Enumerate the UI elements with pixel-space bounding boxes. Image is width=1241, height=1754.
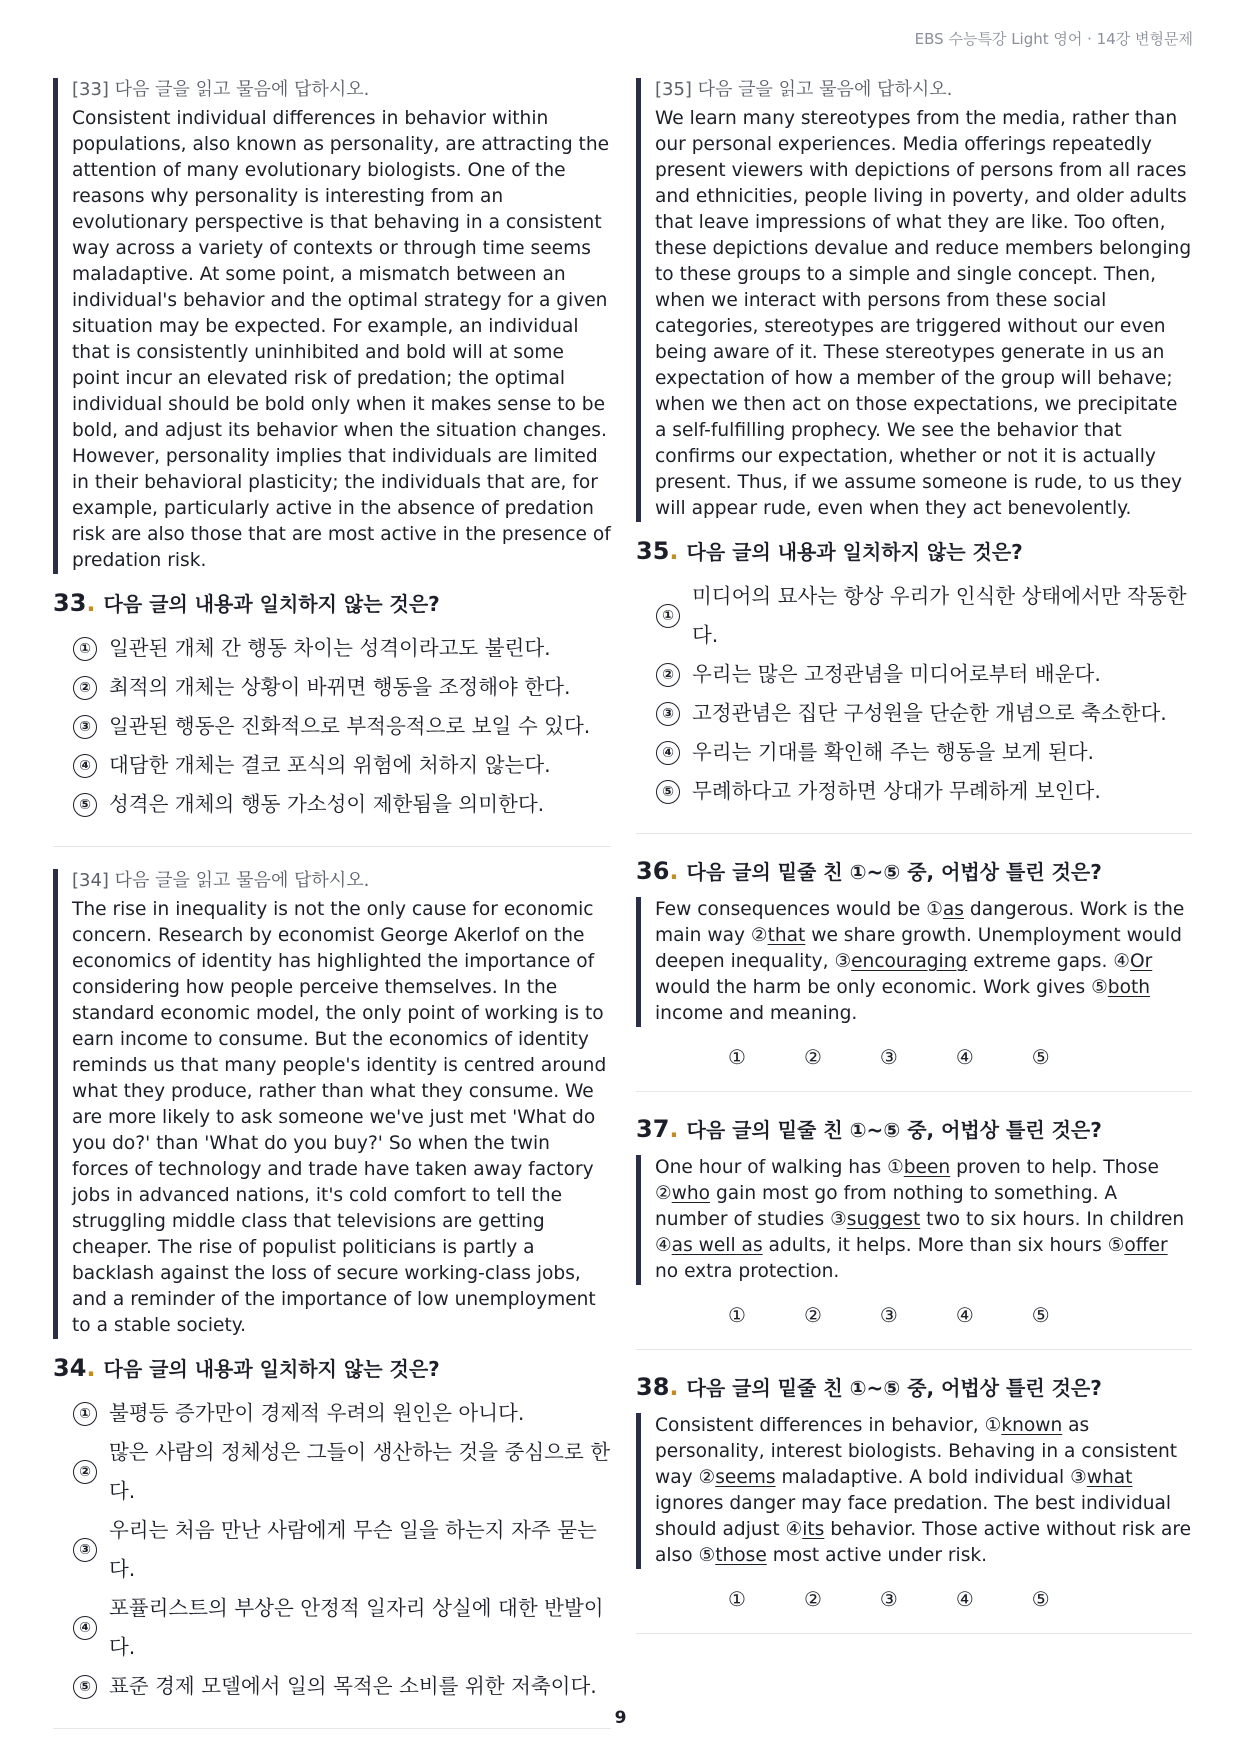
- underlined-word: both: [1107, 977, 1151, 998]
- underlined-word: those: [715, 1545, 767, 1566]
- question-34: [53, 1353, 611, 1706]
- passage-35: [636, 78, 1192, 522]
- text-segment: ⑤: [698, 1545, 716, 1566]
- option-list: [636, 577, 1192, 811]
- divider: [636, 833, 1192, 834]
- question-prompt: 다음 글의 내용과 일치하지 않는 것은?: [103, 1357, 440, 1381]
- text-segment: behavior. Those active without risk are also: [655, 1519, 1192, 1566]
- option-text: 최적의 개체는 상황이 바뀌면 행동을 조정해야 한다.: [109, 675, 571, 699]
- answer-choice-4[interactable]: ④: [955, 1045, 974, 1069]
- question-38: [636, 1372, 1192, 1611]
- passage-title: [33] 다음 글을 읽고 물음에 답하시오.: [72, 79, 370, 100]
- question-number: 36: [636, 857, 670, 885]
- answer-choice-1[interactable]: ①: [728, 1587, 746, 1611]
- text-segment: ②: [750, 925, 768, 946]
- question-number-dot: .: [669, 1115, 679, 1143]
- right-column: [636, 78, 1192, 1656]
- question-heading: [636, 536, 1192, 565]
- text-segment: ④: [655, 1235, 672, 1256]
- underlined-word: as well as: [671, 1235, 763, 1256]
- answer-choice-3[interactable]: ③: [879, 1045, 898, 1069]
- question-35: [636, 536, 1192, 811]
- question-number: 34: [53, 1354, 87, 1382]
- answer-choice-2[interactable]: ②: [803, 1045, 822, 1069]
- option-5[interactable]: [656, 772, 1192, 811]
- text-segment: ③: [830, 1209, 847, 1230]
- question-number: 33: [53, 589, 87, 617]
- underlined-word: been: [903, 1157, 951, 1178]
- divider: [53, 846, 611, 847]
- text-segment: ⑤: [1091, 977, 1108, 998]
- underlined-word: Or: [1129, 951, 1153, 972]
- text-segment: ignores danger may face predation. The best individual should adjust: [655, 1493, 1172, 1540]
- option-text: 미디어의 묘사는 항상 우리가 인식한 상태에서만 작동한다.: [692, 584, 1187, 647]
- text-segment: ⑤: [1107, 1235, 1125, 1256]
- text-segment: ③: [1070, 1467, 1087, 1488]
- option-1[interactable]: [73, 1394, 611, 1433]
- option-text: 무례하다고 가정하면 상대가 무례하게 보인다.: [692, 779, 1101, 803]
- passage-text: The rise in inequality is not the only cause for economic concern. Research by economist George Akerlof on the economics of identity has highlighted the importance of considering how people perceive themselves. In the standard economic model, the only point of working is to earn income to consume. But the economics of identity reminds us that many people's identity is centred around what they produce, rather than what they consume. We are more likely to ask someone we've just met 'What do you do?' than 'What do you buy?' So when the twin forces of technology and trade have taken away factory jobs in advanced nations, it's cold comfort to tell the struggling middle class that televisions are getting cheaper. The rise of populist politicians is partly a backlash against the loss of secure working-class jobs, and a reminder of the importance of low unemployment to a stable society.: [72, 899, 607, 1336]
- grammar-passage: [636, 1155, 1192, 1285]
- option-mark: ①: [73, 1402, 97, 1426]
- passage-title: [35] 다음 글을 읽고 물음에 답하시오.: [655, 79, 953, 100]
- option-text: 우리는 기대를 확인해 주는 행동을 보게 된다.: [692, 740, 1095, 764]
- question-heading: [636, 856, 1192, 885]
- option-mark: ①: [73, 637, 97, 661]
- question-prompt: 다음 글의 밑줄 친 ①~⑤ 중, 어법상 틀린 것은?: [686, 1118, 1102, 1142]
- option-mark: ②: [73, 1460, 97, 1484]
- question-37: [636, 1114, 1192, 1327]
- option-mark: ⑤: [73, 793, 97, 817]
- option-mark: ②: [656, 663, 680, 687]
- question-prompt: 다음 글의 내용과 일치하지 않는 것은?: [103, 592, 440, 616]
- underlined-word: as: [942, 899, 964, 920]
- option-mark: ②: [73, 676, 97, 700]
- option-list: [53, 1394, 611, 1706]
- text-segment: income and meaning.: [655, 1003, 858, 1024]
- answer-choices: [636, 1587, 1192, 1611]
- option-text: 많은 사람의 정체성은 그들이 생산하는 것을 중심으로 한다.: [109, 1440, 611, 1503]
- answer-choice-1[interactable]: ①: [728, 1045, 746, 1069]
- option-1[interactable]: [656, 577, 1192, 655]
- grammar-passage: [636, 1413, 1192, 1569]
- option-text: 일관된 개체 간 행동 차이는 성격이라고도 불린다.: [109, 636, 551, 660]
- option-text: 포퓰리스트의 부상은 안정적 일자리 상실에 대한 반발이다.: [109, 1596, 604, 1659]
- option-text: 대담한 개체는 결코 포식의 위험에 처하지 않는다.: [109, 753, 551, 777]
- text-segment: ③: [834, 951, 852, 972]
- option-text: 일관된 행동은 진화적으로 부적응적으로 보일 수 있다.: [109, 714, 591, 738]
- page-header: EBS 수능특강 Light 영어 · 14강 변형문제: [914, 30, 1193, 48]
- question-heading: [53, 588, 611, 617]
- option-3[interactable]: [73, 1511, 611, 1589]
- text-segment: ④: [1113, 951, 1130, 972]
- option-text: 고정관념은 집단 구성원을 단순한 개념으로 축소한다.: [692, 701, 1167, 725]
- question-heading: [636, 1372, 1192, 1401]
- underlined-word: suggest: [846, 1209, 921, 1230]
- divider: [636, 1633, 1192, 1634]
- option-list: [53, 629, 611, 824]
- grammar-text: [655, 1155, 1192, 1285]
- text-segment: we share growth. Unemployment would deepen inequality,: [655, 925, 1182, 972]
- question-heading: [53, 1353, 611, 1382]
- page-number: 9: [614, 1708, 627, 1728]
- question-number-dot: .: [669, 857, 679, 885]
- passage-text: We learn many stereotypes from the media, rather than our personal experiences. Media offerings repeatedly present viewers with depictions of persons from all races and ethnicities, people living in poverty, and older adults that leave impressions of what they are like. Too often, these depictions devalue and reduce members belonging to these groups to a simple and single concept. Then, when we interact with persons from these social categories, stereotypes are triggered without our even being aware of it. These stereotypes generate in us an expectation of how a member of the group will behave; when we then act on those expectations, we precipitate a self-fulfilling prophecy. We see the behavior that confirms our expectation, whether or not it is actually present. Thus, if we assume someone is rude, to us they will appear rude, even when they act benevolently.: [655, 108, 1192, 519]
- option-mark: ③: [73, 715, 97, 739]
- option-mark: ④: [656, 741, 680, 765]
- answer-choice-3[interactable]: ③: [879, 1303, 898, 1327]
- answer-choices: [636, 1303, 1192, 1327]
- underlined-word: known: [1001, 1415, 1063, 1436]
- answer-choices: [636, 1045, 1192, 1069]
- text-segment: two to six hours. In children: [920, 1209, 1185, 1230]
- option-4[interactable]: [73, 746, 611, 785]
- underlined-word: that: [767, 925, 806, 946]
- answer-choice-5[interactable]: ⑤: [1031, 1587, 1050, 1611]
- divider: [636, 1349, 1192, 1350]
- question-33: [53, 588, 611, 824]
- option-text: 표준 경제 모델에서 일의 목적은 소비를 위한 저축이다.: [109, 1674, 597, 1698]
- option-5[interactable]: [73, 1667, 611, 1706]
- question-number: 38: [636, 1373, 670, 1401]
- answer-choice-2[interactable]: ②: [803, 1587, 822, 1611]
- text-segment: dangerous. Work is the main way: [655, 899, 1185, 946]
- option-2[interactable]: [656, 655, 1192, 694]
- option-5[interactable]: [73, 785, 611, 824]
- underlined-word: encouraging: [851, 951, 968, 972]
- option-mark: ⑤: [73, 1675, 97, 1699]
- underlined-word: what: [1086, 1467, 1133, 1488]
- text-segment: gain most go from nothing to something. A number of studies: [655, 1183, 1118, 1230]
- underlined-word: offer: [1124, 1235, 1168, 1256]
- question-heading: [636, 1114, 1192, 1143]
- option-text: 우리는 많은 고정관념을 미디어로부터 배운다.: [692, 662, 1101, 686]
- answer-choice-5[interactable]: ⑤: [1031, 1045, 1050, 1069]
- option-3[interactable]: [73, 707, 611, 746]
- option-mark: ④: [73, 754, 97, 778]
- grammar-text: [655, 897, 1192, 1027]
- text-segment: Few consequences would be: [655, 899, 927, 920]
- text-segment: maladaptive. A bold individual: [775, 1467, 1071, 1488]
- text-segment: most active under risk.: [766, 1545, 988, 1566]
- passage-text: Consistent individual differences in behavior within populations, also known as personality, are attracting the attention of many evolutionary biologists. One of the reasons why personality is interesting from an evolutionary perspective is that behaving in a consistent way across a variety of contexts or through time seems maladaptive. At some point, a mismatch between an individual's behavior and the optimal strategy for a given situation may be expected. For example, an individual that is consistently uninhibited and bold will at some point incur an elevated risk of predation; the optimal individual should be bold only when it makes sense to be bold, and adjust its behavior when the situation changes. However, personality implies that individuals are limited in their behavioral plasticity; the individuals that are, for example, particularly active in the absence of predation risk are also those that are most active in the presence of predation risk.: [72, 108, 611, 571]
- text-segment: ④: [785, 1519, 803, 1540]
- text-segment: ①: [926, 899, 943, 920]
- question-number-dot: .: [86, 589, 96, 617]
- text-segment: as personality, interest biologists. Behaving in a consistent way: [655, 1415, 1178, 1488]
- option-1[interactable]: [73, 629, 611, 668]
- answer-choice-3[interactable]: ③: [879, 1587, 898, 1611]
- grammar-text: [655, 1413, 1192, 1569]
- divider: [53, 1728, 611, 1729]
- question-number-dot: .: [86, 1354, 96, 1382]
- divider: [636, 1091, 1192, 1092]
- text-segment: no extra protection.: [655, 1261, 840, 1282]
- grammar-passage: [636, 897, 1192, 1027]
- passage-33: [53, 78, 611, 574]
- text-segment: ②: [698, 1467, 716, 1488]
- option-mark: ③: [656, 702, 680, 726]
- text-segment: ②: [655, 1183, 672, 1204]
- option-mark: ③: [73, 1538, 97, 1562]
- option-2[interactable]: [73, 668, 611, 707]
- underlined-word: who: [671, 1183, 711, 1204]
- text-segment: would the harm be only economic. Work gives: [655, 977, 1092, 998]
- answer-choice-4[interactable]: ④: [955, 1303, 974, 1327]
- underlined-word: its: [802, 1519, 825, 1540]
- option-2[interactable]: [73, 1433, 611, 1511]
- option-mark: ①: [656, 604, 680, 628]
- answer-choice-5[interactable]: ⑤: [1031, 1303, 1050, 1327]
- option-4[interactable]: [656, 733, 1192, 772]
- option-text: 우리는 처음 만난 사람에게 무슨 일을 하는지 자주 묻는다.: [109, 1518, 597, 1581]
- question-36: [636, 856, 1192, 1069]
- text-segment: proven to help. Those: [950, 1157, 1159, 1178]
- question-prompt: 다음 글의 내용과 일치하지 않는 것은?: [686, 540, 1023, 564]
- underlined-word: seems: [715, 1467, 776, 1488]
- option-mark: ⑤: [656, 780, 680, 804]
- answer-choice-4[interactable]: ④: [955, 1587, 974, 1611]
- text-segment: One hour of walking has: [655, 1157, 888, 1178]
- text-segment: adults, it helps. More than six hours: [762, 1235, 1108, 1256]
- question-number-dot: .: [669, 1373, 679, 1401]
- option-text: 성격은 개체의 행동 가소성이 제한됨을 의미한다.: [109, 792, 545, 816]
- question-prompt: 다음 글의 밑줄 친 ①~⑤ 중, 어법상 틀린 것은?: [686, 1376, 1102, 1400]
- option-3[interactable]: [656, 694, 1192, 733]
- option-4[interactable]: [73, 1589, 611, 1667]
- answer-choice-2[interactable]: ②: [803, 1303, 822, 1327]
- question-number: 37: [636, 1115, 670, 1143]
- left-column: [53, 78, 611, 1751]
- question-number: 35: [636, 537, 670, 565]
- option-mark: ④: [73, 1616, 97, 1640]
- text-segment: Consistent differences in behavior,: [655, 1415, 985, 1436]
- question-prompt: 다음 글의 밑줄 친 ①~⑤ 중, 어법상 틀린 것은?: [686, 860, 1102, 884]
- passage-title: [34] 다음 글을 읽고 물음에 답하시오.: [72, 870, 370, 891]
- text-segment: ①: [984, 1415, 1002, 1436]
- passage-34: [53, 869, 611, 1339]
- answer-choice-1[interactable]: ①: [728, 1303, 746, 1327]
- question-number-dot: .: [669, 537, 679, 565]
- text-segment: ①: [887, 1157, 904, 1178]
- text-segment: extreme gaps.: [967, 951, 1114, 972]
- option-text: 불평등 증가만이 경제적 우려의 원인은 아니다.: [109, 1401, 525, 1425]
